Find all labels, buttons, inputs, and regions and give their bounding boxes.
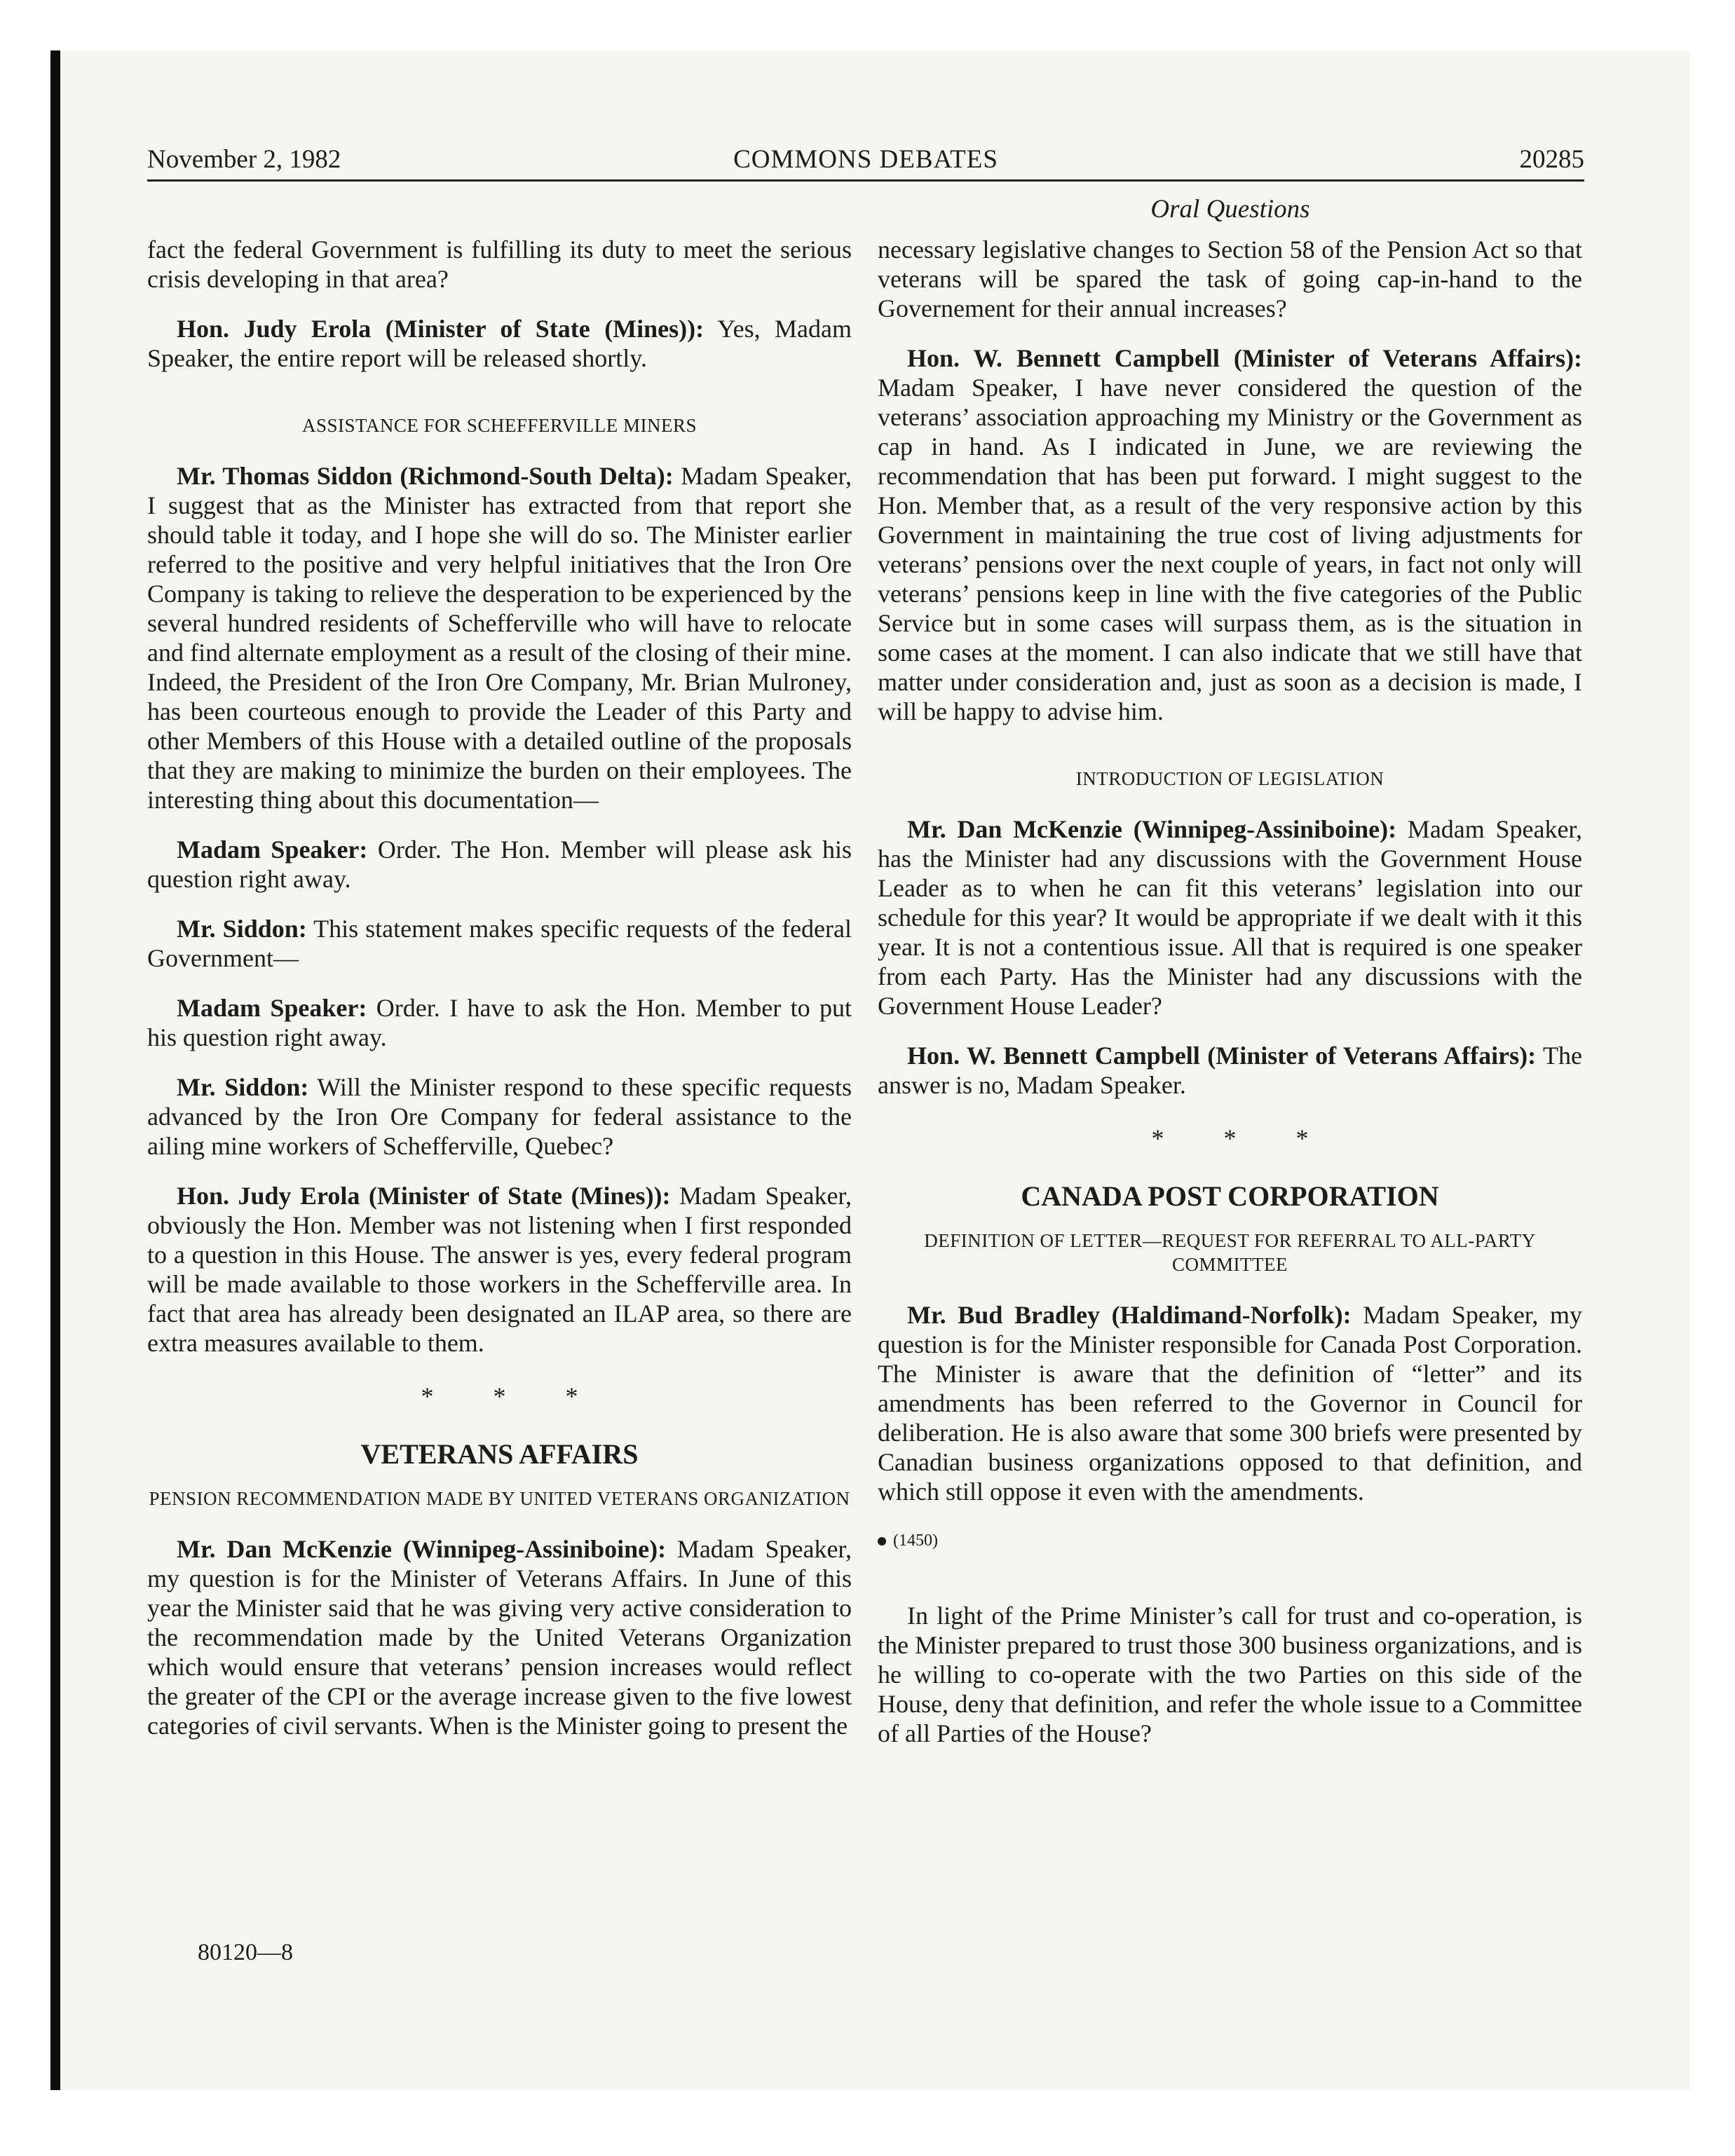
subheading: INTRODUCTION OF LEGISLATION	[1075, 768, 1384, 789]
speech-text: Yes, Madam Speaker, the entire report will be released shortly.	[147, 315, 852, 372]
speaker-name: Mr. Thomas Siddon (Richmond-South Delta):	[177, 462, 674, 490]
paragraph: fact the federal Government is fulfilling its duty to meet the serious crisis developing in that area?	[147, 236, 852, 293]
speaker-name: Mr. Dan McKenzie (Winnipeg-Assiniboine):	[177, 1535, 667, 1563]
speaker-name: Mr. Bud Bradley (Haldimand-Norfolk):	[907, 1301, 1352, 1329]
speaker-name: Hon. W. Bennett Campbell (Minister of Veterans Affairs):	[907, 344, 1582, 372]
paragraph	[147, 461, 852, 814]
speech-text: Order. I have to ask the Hon. Member to put his question right away.	[147, 994, 852, 1051]
speech-text: Order. The Hon. Member will please ask his question right away.	[147, 835, 852, 893]
speech-text: Madam Speaker, my question is for the Minister responsible for Canada Post Corporation. The Minister is aware that the definition of “letter” and its amendments has been referred to the Governor in Council for deliberation. He is also aware that some 300 briefs were presented by Canadian business organizations opposed to that definition, and which still oppose it even with the amendments.	[878, 1301, 1582, 1506]
section-heading: CANADA POST CORPORATION	[1021, 1180, 1439, 1212]
paragraph: In light of the Prime Minister’s call for trust and co-operation, is the Minister prepared to trust those 300 business organizations, and is he willing to co-operate with the two Parties on this side of the House, deny that definition, and refer the whole issue to a Committee of all Parties of the House?	[878, 1602, 1582, 1747]
header-title: COMMONS DEBATES	[733, 145, 998, 174]
running-head	[147, 140, 1584, 182]
speaker-name: Madam Speaker:	[177, 835, 368, 864]
subheading: DEFINITION OF LETTER—REQUEST FOR REFERRAL TO ALL-PARTY COMMITTEE	[924, 1230, 1536, 1275]
right-column-label: Oral Questions	[1150, 195, 1310, 224]
speaker-name: Hon. W. Bennett Campbell (Minister of Veterans Affairs):	[907, 1042, 1537, 1070]
paragraph: necessary legislative changes to Section 58 of the Pension Act so that veterans will be spared the task of going cap-in-hand to the Governement for their annual increases?	[878, 236, 1582, 322]
subheading: ASSISTANCE FOR SCHEFFERVILLE MINERS	[301, 415, 697, 436]
subheading: PENSION RECOMMENDATION MADE BY UNITED VETERANS ORGANIZATION	[149, 1488, 850, 1509]
paragraph	[147, 1534, 852, 1740]
binding-edge	[50, 50, 60, 2090]
speech-text: Will the Minister respond to these specific requests advanced by the Iron Ore Company for federal assistance to the ailing mine workers of Schefferville, Quebec?	[147, 1073, 852, 1160]
speech-text: The answer is no, Madam Speaker.	[878, 1042, 1582, 1099]
paragraph	[147, 1072, 852, 1161]
bullet-icon	[878, 1537, 886, 1546]
speaker-name: Hon. Judy Erola (Minister of State (Mines)):	[177, 1182, 671, 1210]
paragraph	[878, 1041, 1582, 1100]
speech-text: Madam Speaker, obviously the Hon. Member was not listening when I first responded to a question in this House. The answer is yes, every federal program will be made available to those workers in the Schefferville area. In fact that area has already been designated an ILAP area, so there are extra measures available to them.	[147, 1182, 852, 1357]
left-column	[147, 235, 852, 1761]
section-heading: VETERANS AFFAIRS	[360, 1438, 639, 1470]
speaker-name: Mr. Dan McKenzie (Winnipeg-Assiniboine):	[907, 815, 1397, 843]
paragraph	[878, 814, 1582, 1021]
speech-text: Madam Speaker, I suggest that as the Minister has extracted from that report she should table it today, and I hope she will do so. The Minister earlier referred to the positive and very helpful initiatives that the Iron Ore Company is taking to relieve the desperation to be experienced by the several hundred residents of Schefferville who will have to relocate and find alternate employment as a result of the closing of their mine. Indeed, the President of the Iron Ore Company, Mr. Brian Mulroney, has been courteous enough to provide the Leader of this Party and other Members of this House with a detailed outline of the proposals that they are making to minimize the burden on their employees. The interesting thing about this documentation—	[147, 462, 852, 814]
speaker-name: Hon. Judy Erola (Minister of State (Mines)):	[177, 315, 705, 343]
speech-text: Madam Speaker, I have never considered the question of the veterans’ association approaching my Ministry or the Government as cap in hand. As I indicated in June, we are reviewing the recommendation that has been put forward. I might suggest to the Hon. Member that, as a result of the very responsive action by this Government in maintaining the true cost of living adjustments for veterans’ pensions over the next couple of years, in fact not only will veterans’ pensions keep in line with the five categories of the Public Service but in some cases will surpass them, as is the situation in some cases at the moment. I can also indicate that we still have that matter under consideration and, just as soon as a decision is made, I will be happy to advise him.	[878, 374, 1582, 725]
section-separator: * * *	[421, 1382, 605, 1410]
header-date: November 2, 1982	[147, 145, 341, 174]
header-page-number: 20285	[1519, 145, 1584, 174]
speaker-name: Mr. Siddon:	[177, 915, 307, 943]
footer-code: 80120—8	[198, 1939, 293, 1965]
paragraph	[147, 914, 852, 973]
speaker-name: Mr. Siddon:	[177, 1073, 309, 1101]
time-mark-text: (1450)	[893, 1531, 938, 1550]
speech-text: Madam Speaker, has the Minister had any discussions with the Government House Leader as to when he can fit this veterans’ legislation into our schedule for this year? It would be appropriate if we dealt with it this year. It is not a contentious issue. All that is required is one speaker from each Party. Has the Minister had any discussions with the Government House Leader?	[878, 815, 1582, 1020]
section-separator: * * *	[1151, 1124, 1335, 1152]
paragraph	[147, 1181, 852, 1358]
time-mark	[878, 1527, 1582, 1555]
paragraph	[147, 314, 852, 373]
paragraph	[878, 343, 1582, 726]
paragraph	[147, 835, 852, 894]
right-column	[878, 235, 1582, 1768]
speech-text: This statement makes specific requests of the federal Government—	[147, 915, 852, 972]
speaker-name: Madam Speaker:	[177, 994, 367, 1022]
paragraph	[878, 1300, 1582, 1506]
paragraph	[147, 993, 852, 1052]
speech-text: Madam Speaker, my question is for the Minister of Veterans Affairs. In June of this year the Minister said that he was giving very active consideration to the recommendation made by the United Veterans Organization which would ensure that veterans’ pension increases would reflect the greater of the CPI or the average increase given to the five lowest categories of civil servants. When is the Minister going to present the	[147, 1535, 852, 1740]
